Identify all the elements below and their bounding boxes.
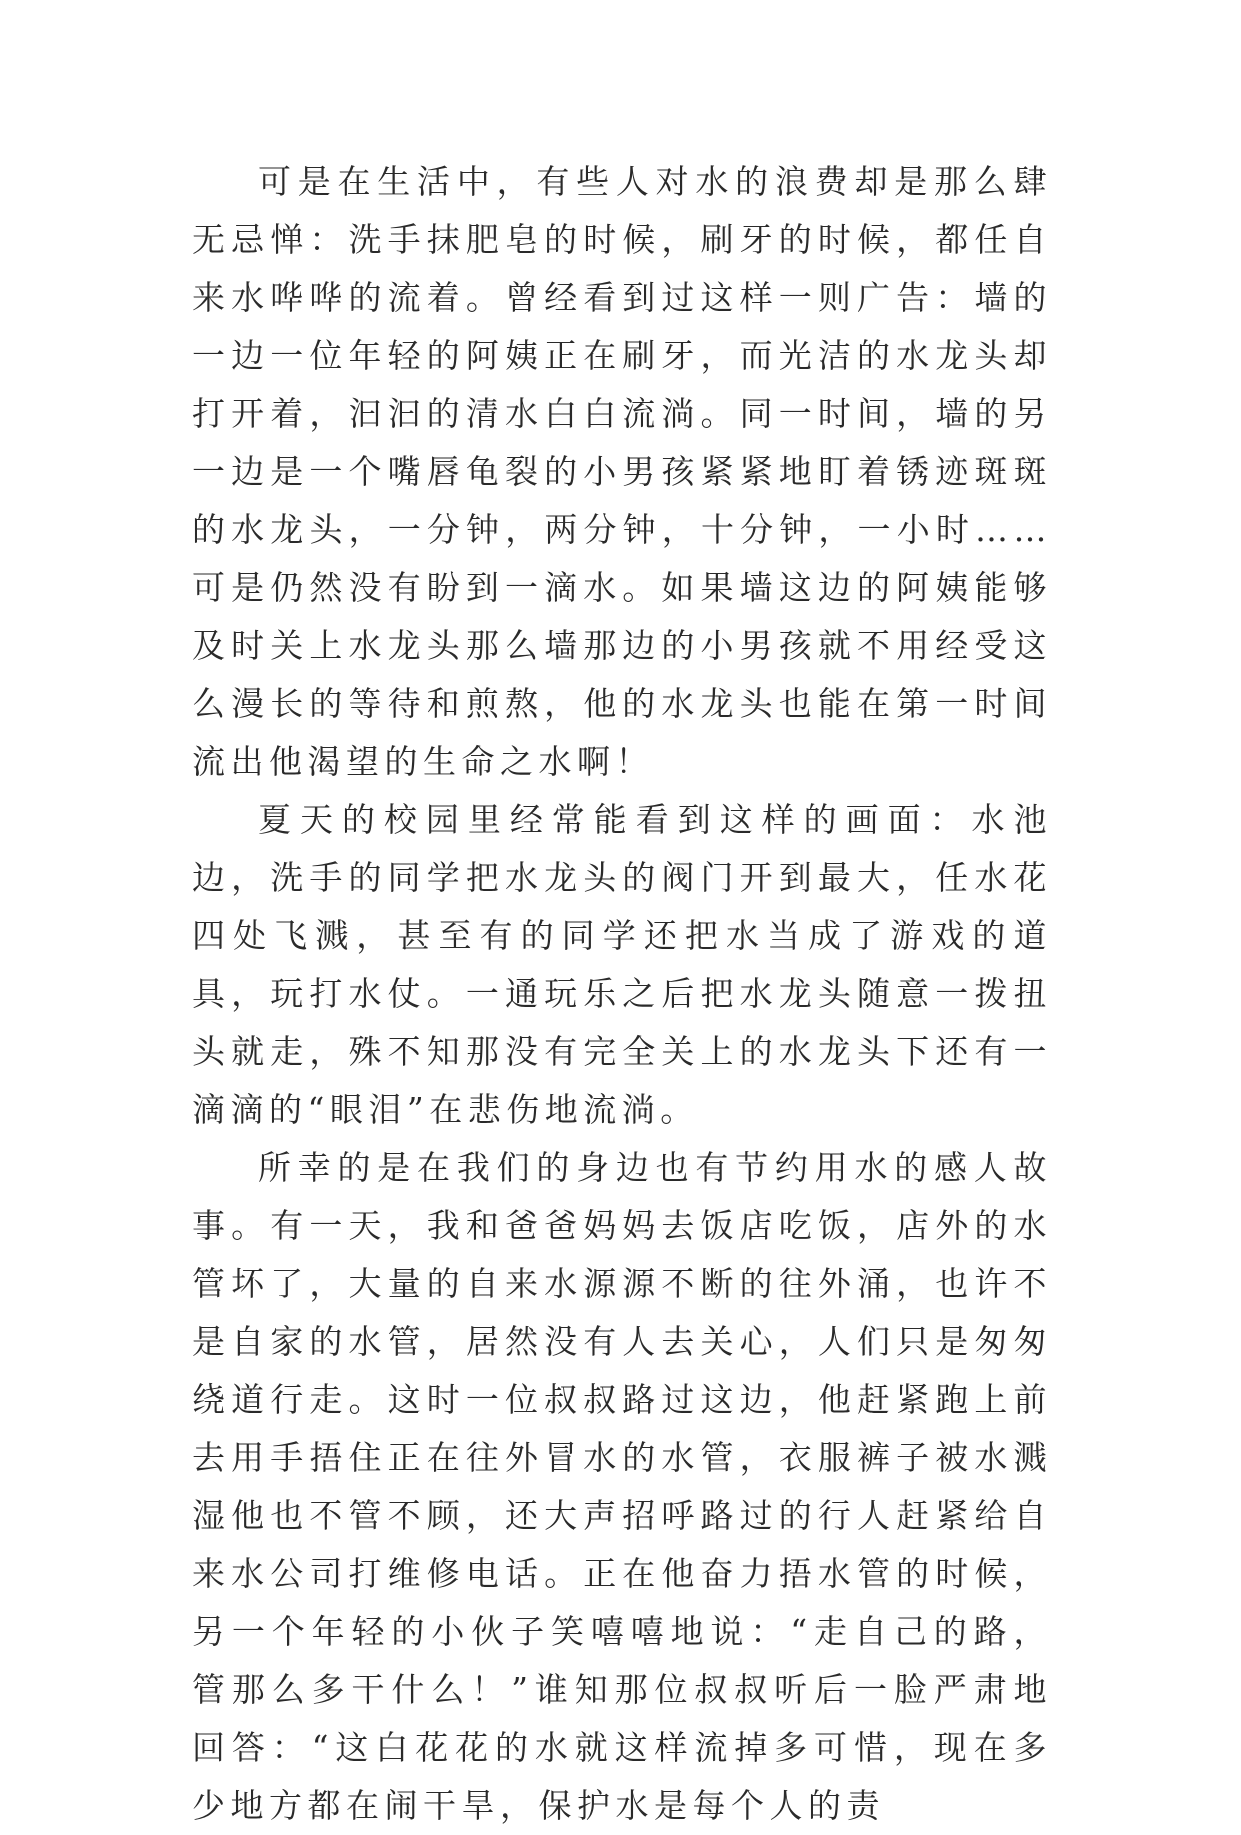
- paragraph-uncle-story: 所幸的是在我们的身边也有节约用水的感人故事。有一天，我和爸爸妈妈去饭店吃饭，店外的水管坏了，大量的自来水源源不断的往外涌，也许不是自家的水管，居然没有人去关心，人们只是匆匆绕道行走。这时一位叔叔路过这边，他赶紧跑上前去用手捂住正在往外冒水的水管，衣服裤子被水溅湿他也不管不顾，还大声招呼路过的行人赶紧给自来水公司打维修电话。正在他奋力捂水管的时候，另一个年轻的小伙子笑嘻嘻地说：“走自己的路，管那么多干什么！”谁知那位叔叔听后一脸严肃地回答：“这白花花的水就这样流掉多可惜，现在多少地方都在闹干旱，保护水是每个人的责: [192, 1148, 1052, 1825]
- document-body: [192, 153, 1052, 1835]
- paragraph-campus-faucet: 夏天的校园里经常能看到这样的画面：水池边，洗手的同学把水龙头的阀门开到最大，任水花四处飞溅，甚至有的同学还把水当成了游戏的道具，玩打水仗。一通玩乐之后把水龙头随意一拨扭头就走，殊不知那没有完全关上的水龙头下还有一滴滴的“眼泪”在悲伤地流淌。: [192, 800, 1052, 1129]
- paragraph-wasting-water: 可是在生活中，有些人对水的浪费却是那么肆无忌惮：洗手抹肥皂的时候，刷牙的时候，都任自来水哗哗的流着。曾经看到过这样一则广告：墙的一边一位年轻的阿姨正在刷牙，而光洁的水龙头却打开着，汩汩的清水白白流淌。同一时间，墙的另一边是一个嘴唇龟裂的小男孩紧紧地盯着锈迹斑斑的水龙头，一分钟，两分钟，十分钟，一小时……可是仍然没有盼到一滴水。如果墙这边的阿姨能够及时关上水龙头那么墙那边的小男孩就不用经受这么漫长的等待和煎熬，他的水龙头也能在第一时间流出他渴望的生命之水啊！: [192, 162, 1052, 781]
